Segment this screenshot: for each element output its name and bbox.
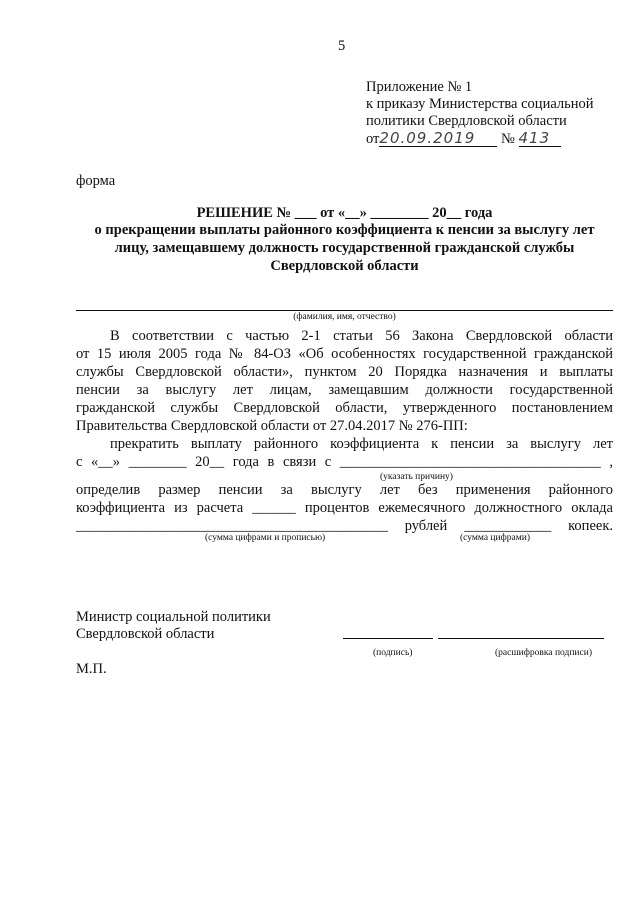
body-p1-line: пенсии за выслугу лет лицам, замещавшим должности государственной [76,382,613,398]
signature-caption: (подпись) [373,648,413,658]
appendix-line1: Приложение № 1 [366,79,473,95]
minister-title-line1: Министр социальной политики [76,609,271,625]
body-p2-line2: с «__» ________ 20__ года в связи с ____________________________________ , [76,454,613,470]
decision-subtitle-3: Свердловской области [270,258,419,274]
signature-decode-caption: (расшифровка подписи) [495,648,592,658]
decision-subtitle-2: лицу, замещавшему должность государственной гражданской службы [114,240,575,256]
stamp-place: М.П. [76,661,107,677]
sum-caption: (сумма цифрами и прописью) [205,533,326,543]
appendix-date-row [366,130,561,147]
body-p1-line: службы Свердловской области», пунктом 20 Порядка назначения и выплаты [76,364,613,380]
appendix-line2: к приказу Министерства социальной [366,96,594,112]
body-p3-line1: определив размер пенсии за выслугу лет без применения районного [76,482,613,498]
handwritten-number: 413 [519,130,561,147]
body-p3-line3: ___________________________________________ рублей ____________ копеек. [76,518,613,534]
appendix-from-label: от [366,131,380,147]
appendix-line3: политики Свердловской области [366,113,567,129]
page-number: 5 [338,38,346,54]
kopeck-caption: (сумма цифрами) [460,533,530,543]
signature-underline [343,638,433,639]
minister-title-line2: Свердловской области [76,626,215,642]
form-label: форма [76,173,116,189]
body-p1-line: В соответствии с частью 2-1 статьи 56 Закона Свердловской области [110,328,613,344]
body-p1-line: гражданской службы Свердловской области, утвержденного постановлением [76,400,613,416]
handwritten-date: 20.09.2019 [379,130,497,147]
signature-decode-underline [438,638,604,639]
body-p3-line2: коэффициента из расчета ______ процентов ежемесячного должностного оклада [76,500,613,516]
decision-subtitle-1: о прекращении выплаты районного коэффициента к пенсии за выслугу лет [94,222,595,238]
reason-caption: (указать причину) [380,472,453,482]
body-p1-last: Правительства Свердловской области от 27.04.2017 № 276-ПП: [76,418,468,434]
fio-underline [76,310,613,311]
decision-title: РЕШЕНИЕ № ___ от «__» ________ 20__ года [196,205,493,221]
appendix-number-label: № [501,131,515,147]
body-p2-line1: прекратить выплату районного коэффициента к пенсии за выслугу лет [110,436,613,452]
body-p1-line: от 15 июля 2005 года № 84-ОЗ «Об особенностях государственной гражданской [76,346,613,362]
fio-caption: (фамилия, имя, отчество) [293,312,396,322]
